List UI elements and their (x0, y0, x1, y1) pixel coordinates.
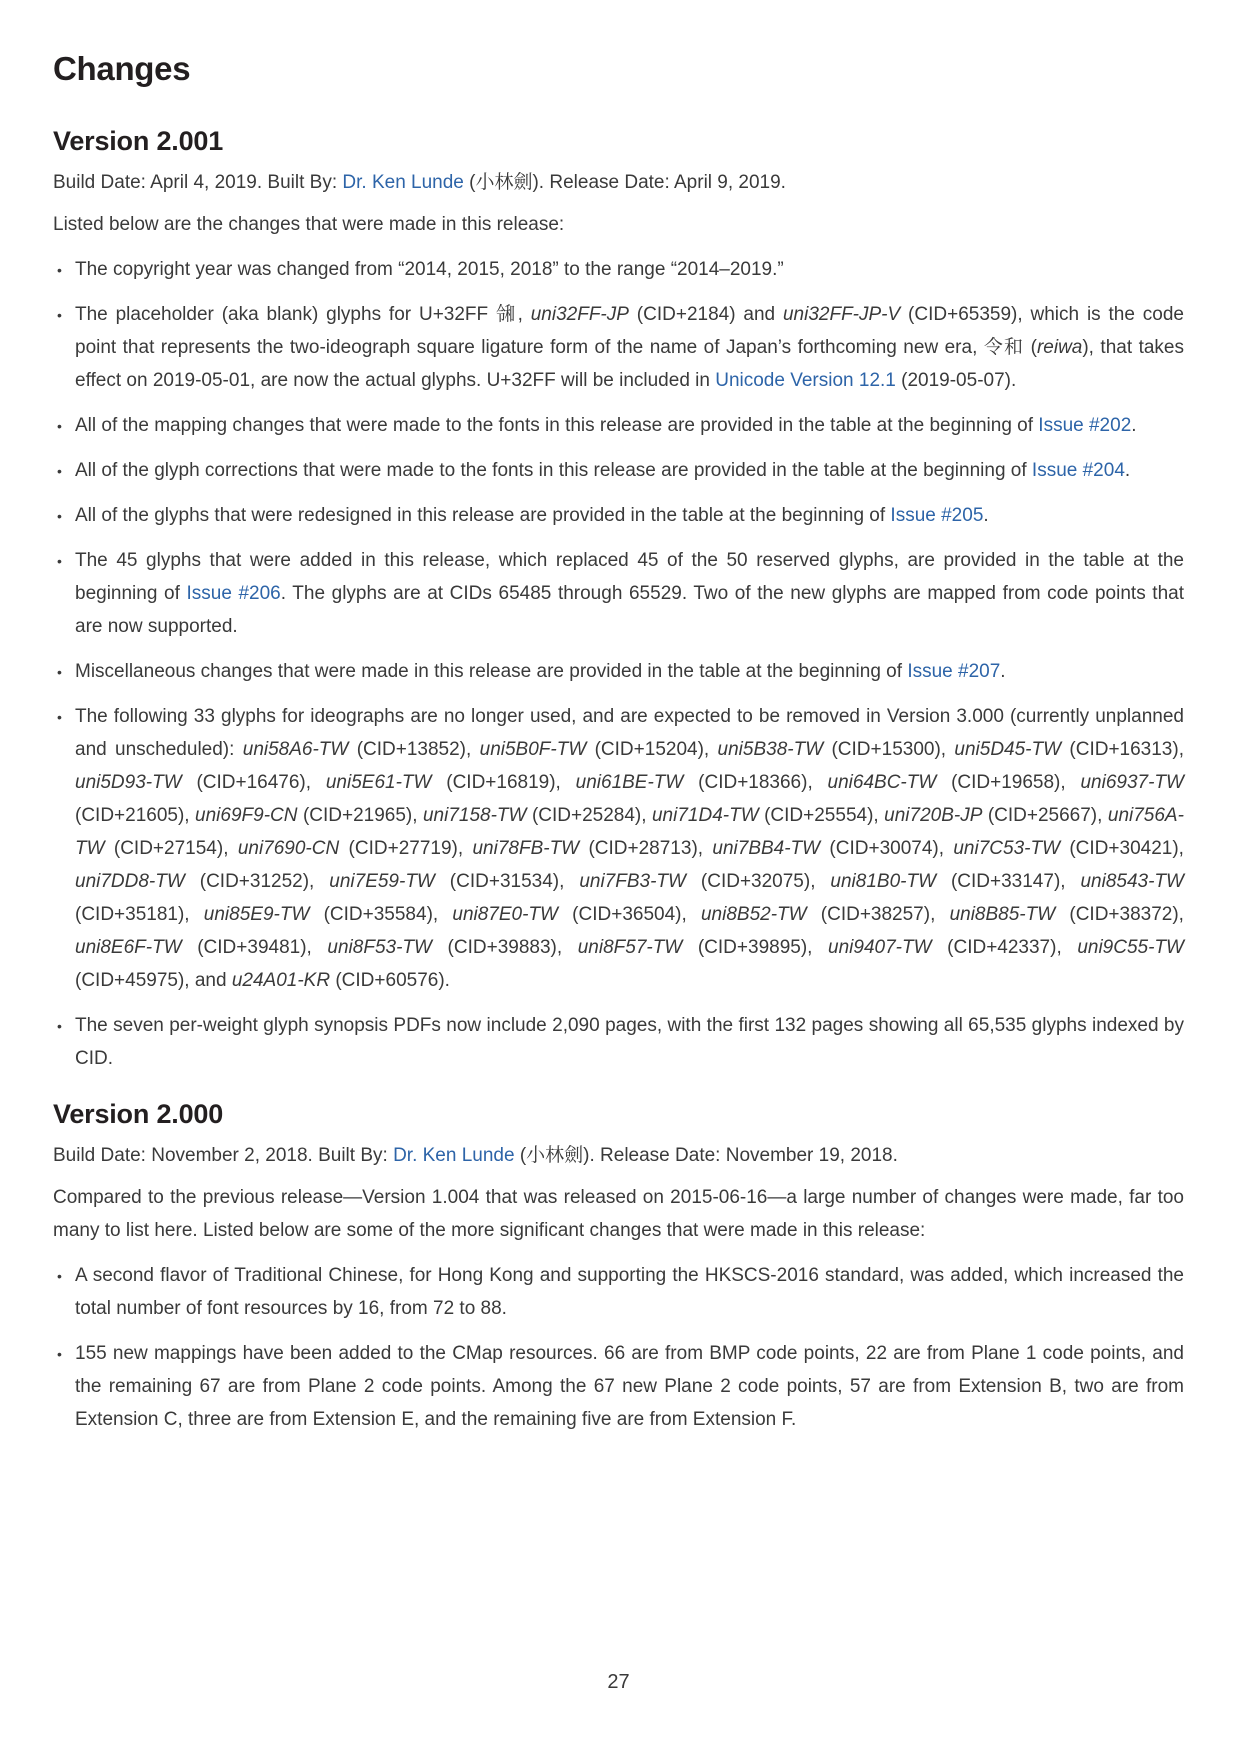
text-run: The following 33 glyphs for ideographs are no longer used, and are expected to be removed in Version 3.000 (currently unplanned and unscheduled): (75, 706, 1184, 760)
text-run: (CID+25667), (982, 805, 1108, 826)
text-run: Compared to the previous release—Version 1.004 that was released on 2015-06-16—a large number of changes were made, far too many to list here. Listed below are some of the more significant changes that were made in this release: (53, 1187, 1184, 1241)
inline-link-dr-ken-lunde[interactable]: Dr. Ken Lunde (393, 1145, 515, 1166)
italic-text: uni7E59-TW (329, 871, 435, 892)
italic-text: uni8F57-TW (577, 937, 683, 958)
italic-text: uni64BC-TW (827, 772, 937, 793)
italic-text: uni78FB-TW (472, 838, 580, 859)
italic-text: uni5D45-TW (954, 739, 1062, 760)
italic-text: uni5B0F-TW (479, 739, 587, 760)
page-footer (53, 1671, 1184, 1754)
text-run: All of the glyphs that were redesigned in this release are provided in the table at the beginning of (75, 505, 891, 526)
text-run: (CID+31534), (434, 871, 580, 892)
list-item (53, 298, 1184, 397)
italic-text: uni7DD8-TW (75, 871, 185, 892)
italic-text: uni32FF-JP (530, 304, 629, 325)
text-run: (小林劍). Release Date: April 9, 2019. (463, 172, 786, 193)
text-run: (CID+36504), (557, 904, 701, 925)
text-run: (CID+45975), and (75, 970, 232, 991)
text-run: . The glyphs are at CIDs 65485 through 65529. Two of the new glyphs are mapped from code points that are now supported. (75, 583, 1184, 637)
text-run: (CID+32075), (685, 871, 831, 892)
bullet-list (53, 253, 1184, 1075)
text-run: (CID+39895), (682, 937, 829, 958)
text-run: (CID+21965), (297, 805, 423, 826)
italic-text: uni32FF-JP-V (782, 304, 901, 325)
text-run: (CID+16476), (181, 772, 326, 793)
text-run: (CID+27154), (104, 838, 238, 859)
text-run: Miscellaneous changes that were made in this release are provided in the table at the beginning of (75, 661, 908, 682)
list-item (53, 1009, 1184, 1075)
text-run: A second flavor of Traditional Chinese, for Hong Kong and supporting the HKSCS-2016 standard, was added, which increased the total number of font resources by 16, from 72 to 88. (75, 1265, 1184, 1319)
list-item (53, 454, 1184, 487)
italic-text: uni87E0-TW (452, 904, 558, 925)
italic-text: uni9407-TW (828, 937, 932, 958)
section-heading-version-2-001: Version 2.001 (53, 126, 224, 156)
text-run: (CID+35584), (309, 904, 453, 925)
text-run: (小林劍). Release Date: November 19, 2018. (514, 1145, 898, 1166)
page-number: 27 (607, 1671, 630, 1693)
bullet-list (53, 1259, 1184, 1436)
italic-text: u24A01-KR (231, 970, 331, 991)
text-run: (CID+15300), (823, 739, 955, 760)
text-run: (CID+35181), (75, 904, 204, 925)
text-run: (CID+65359), which is the code point that represents the two-ideograph square ligature form of the name of Japan’s forthcoming new era, 令和 ( (75, 304, 1185, 358)
text-run: 155 new mappings have been added to the CMap resources. 66 are from BMP code points, 22 are from Plane 1 code points, and the remaining 67 are from Plane 2 code points. Among the 67 new Plane 2 code points, 57 are from Extension B, two are from Extension C, three are from Extension E, and the remaining five are from Extension F. (75, 1343, 1184, 1430)
italic-text: uni61BE-TW (575, 772, 684, 793)
inline-link-issue-207[interactable]: Issue #207 (907, 661, 1001, 682)
paragraph (53, 208, 1184, 241)
text-run: . (1131, 415, 1137, 436)
text-run: (CID+33147), (936, 871, 1081, 892)
italic-text: reiwa (1036, 337, 1083, 358)
inline-link-dr-ken-lunde[interactable]: Dr. Ken Lunde (342, 172, 464, 193)
italic-text: uni8543-TW (1080, 871, 1184, 892)
italic-text: uni7FB3-TW (579, 871, 686, 892)
text-run: (CID+38372), (1055, 904, 1184, 925)
text-run: The seven per-weight glyph synopsis PDFs now include 2,090 pages, with the first 132 pages showing all 65,535 glyphs indexed by CID. (75, 1015, 1184, 1069)
italic-text: uni8B85-TW (949, 904, 1056, 925)
italic-text: uni58A6-TW (242, 739, 349, 760)
list-item (53, 499, 1184, 532)
list-item (53, 409, 1184, 442)
text-run: (CID+16313), (1061, 739, 1184, 760)
document-body (53, 102, 1184, 1448)
list-item (53, 655, 1184, 688)
inline-link-issue-205[interactable]: Issue #205 (890, 505, 984, 526)
text-run: (CID+19658), (936, 772, 1081, 793)
text-run: (CID+30421), (1060, 838, 1184, 859)
italic-text: uni7BB4-TW (712, 838, 821, 859)
text-run: (CID+31252), (184, 871, 330, 892)
inline-link-issue-206[interactable]: Issue #206 (186, 583, 281, 604)
list-item (53, 544, 1184, 643)
text-run: (CID+39481), (181, 937, 328, 958)
text-run: (CID+15204), (586, 739, 718, 760)
text-run: (CID+21605), (75, 805, 196, 826)
text-run: (CID+25284), (526, 805, 652, 826)
text-run: (CID+30074), (820, 838, 954, 859)
document-title: Changes (53, 50, 191, 87)
section-heading-version-2-000: Version 2.000 (53, 1099, 224, 1129)
italic-text: uni8B52-TW (700, 904, 807, 925)
italic-text: uni5E61-TW (325, 772, 432, 793)
text-run: All of the mapping changes that were made to the fonts in this release are provided in the table at the beginning of (75, 415, 1039, 436)
text-run: The placeholder (aka blank) glyphs for U+32FF ㋿, (75, 304, 531, 325)
paragraph (53, 1181, 1184, 1247)
text-run: (CID+2184) and (628, 304, 783, 325)
italic-text: uni720B-JP (884, 805, 983, 826)
text-run: (CID+28713), (579, 838, 713, 859)
paragraph (53, 1139, 1184, 1172)
italic-text: uni81B0-TW (830, 871, 937, 892)
italic-text: uni5D93-TW (75, 772, 182, 793)
text-run: Listed below are the changes that were made in this release: (53, 214, 565, 235)
text-run: (CID+25554), (758, 805, 885, 826)
text-run: (CID+18366), (683, 772, 828, 793)
list-item (53, 1337, 1184, 1436)
text-run: All of the glyph corrections that were made to the fonts in this release are provided in the table at the beginning of (75, 460, 1032, 481)
inline-link-issue-204[interactable]: Issue #204 (1031, 460, 1125, 481)
italic-text: uni69F9-CN (195, 805, 298, 826)
text-run: (CID+27719), (339, 838, 473, 859)
list-item (53, 700, 1184, 997)
italic-text: uni756A-TW (75, 805, 1184, 859)
italic-text: uni8F53-TW (327, 937, 432, 958)
italic-text: uni8E6F-TW (75, 937, 182, 958)
text-run: (CID+42337), (931, 937, 1078, 958)
text-run: Build Date: November 2, 2018. Built By: (53, 1145, 394, 1166)
text-run: (CID+16819), (431, 772, 576, 793)
text-run: . (1124, 460, 1131, 481)
text-run: (2019-05-07). (895, 370, 1017, 391)
inline-link-unicode-version-12-1[interactable]: Unicode Version 12.1 (715, 370, 896, 391)
text-run: Build Date: April 4, 2019. Built By: (53, 172, 343, 193)
italic-text: uni6937-TW (1080, 772, 1184, 793)
list-item (53, 253, 1184, 286)
text-run: . (983, 505, 989, 526)
text-run: ), that takes effect on 2019-05-01, are now the actual glyphs. U+32FF will be included in (75, 337, 1184, 391)
paragraph (53, 166, 1184, 199)
text-run: (CID+60576). (330, 970, 450, 991)
italic-text: uni7158-TW (422, 805, 527, 826)
inline-link-issue-202[interactable]: Issue #202 (1038, 415, 1132, 436)
text-run: . (1000, 661, 1006, 682)
list-item (53, 1259, 1184, 1325)
italic-text: uni71D4-TW (651, 805, 759, 826)
text-run: (CID+13852), (348, 739, 480, 760)
text-run: The 45 glyphs that were added in this release, which replaced 45 of the 50 reserved glyphs, are provided in the table at the beginning of (75, 550, 1184, 604)
italic-text: uni7C53-TW (953, 838, 1061, 859)
italic-text: uni85E9-TW (203, 904, 310, 925)
italic-text: uni5B38-TW (717, 739, 824, 760)
italic-text: uni7690-CN (237, 838, 340, 859)
italic-text: uni9C55-TW (1077, 937, 1184, 958)
text-run: The copyright year was changed from “2014, 2015, 2018” to the range “2014–2019.” (75, 259, 784, 280)
text-run: (CID+39883), (431, 937, 578, 958)
text-run: (CID+38257), (806, 904, 950, 925)
